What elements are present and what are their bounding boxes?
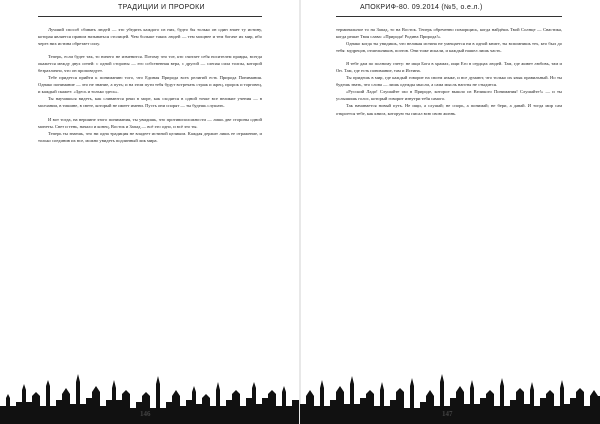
paragraph: Так начинается новый путь. Не ищи, а слушай; не спорь, а понимай; не бери, а давай. И тогда мир сам откроется тебе, как книга, которую ты писал всю свою жизнь. (336, 103, 562, 116)
paragraph: Ты придешь в мир, где каждый говорит на своем языке, и все думают, что только их язык правильный. Но ты будешь знать, что слова — лишь одежды мысли, а сама мысль наготы не стыдится. (336, 75, 562, 88)
page-number-left: 146 (140, 410, 151, 418)
header-rule-left (38, 16, 262, 17)
paragraph: Я тебе дам по полному счету: не ищи Бога в храмах, ищи Его в сердцах людей. Там, где живет любовь, там и Он. Там, где есть понимание, там и Истина. (336, 61, 562, 74)
right-page (300, 0, 600, 424)
paragraph: «Русский Ладо! Слушайте эхо в Природе, которое вышло из Великого Понимания! Слушайте!» — и ты услышишь голос, который говорит изнутри тебя самого. (336, 89, 562, 102)
paragraph: Тебе придется прийти к пониманию того, что Единая Природа всех религий есть Природа Понимания. Однако понимание — это не знание, а путь; и на этом пути тебя будут встречать страж и жрец, пророк и торговец, и каждый скажет: «Здесь и только здесь». (38, 75, 262, 95)
running-header-left: ТРАДИЦИИ И ПРОРОКИ (118, 4, 205, 11)
paragraph: Однако когда ты увидишь, что великая истина не умещается ни в одной книге, ты вспомнишь тех, кто был до тебя: мудрецов, отшельников, поэтов. Они тоже искали, и каждый нашел лишь часть. (336, 41, 562, 54)
paragraph: Теперь ты знаешь, что ни одна традиция не владеет истиной целиком. Каждая держит лишь ее отражение, и только соединив их все, можно увидеть подлинный лик мира. (38, 130, 262, 143)
body-text-left (38, 26, 262, 352)
paragraph: Лучший способ сбивать людей — это убедить каждого из них, будто бы только он один знает ту истину, которая является правом называться столицей. Чем больше таких людей — тем мощнее и тем богаче их мир, ибо через них истина обретает силу. (38, 27, 262, 47)
body-text-right (336, 26, 562, 378)
page-number-right: 147 (442, 410, 453, 418)
paragraph: И вот тогда, на вершине этого понимания, ты увидишь, что противоположности — лишь две стороны одной монеты. Свет и тень, начало и конец, Восток и Запад — всё это одно, и всё это ты. (38, 116, 262, 129)
paragraph: Теперь, если будет так, то ничего не изменится. Потому что тот, кто считает себя носителем правды, всегда окажется между двух огней: с одной стороны — его собственная вера, с другой — слепая сила толпы, которой безразлично, что он проповедует. (38, 54, 262, 74)
running-header-right: АПОКРИФ-80. 09.2014 (№5, о.е.л.) (360, 4, 483, 11)
paragraph: Ты научишься видеть, как сливаются реки в море, как сходятся в одной точке все великие учения — в молчании, в тишине, в свете, который не имеет имени. Пусть они спорят — ты будешь слушать. (38, 96, 262, 109)
header-rule-right (336, 16, 562, 17)
paragraph: терминальное то на Запад, то на Восток. Теперь обреченно поморщись, когда найдёшь Твой Солнце — Свастика, когда решат Твоя слава: «Природа! Родина Природа!». (336, 27, 562, 40)
